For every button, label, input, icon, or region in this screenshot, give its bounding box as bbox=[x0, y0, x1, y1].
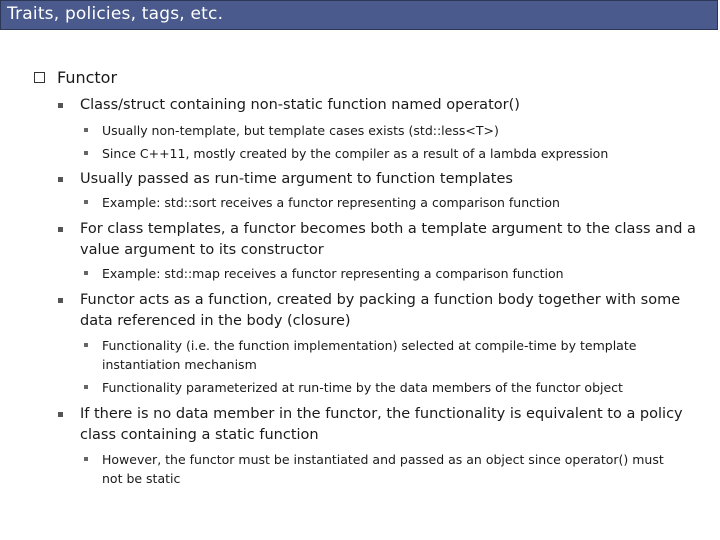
slide-title: Traits, policies, tags, etc. bbox=[7, 4, 224, 24]
sub-bullet-text: Since C++11, mostly created by the compiler as a result of a lambda expression bbox=[102, 146, 609, 161]
bullet-text: Class/struct containing non-static function named operator() bbox=[80, 97, 520, 113]
square-bullet-icon bbox=[84, 457, 88, 461]
square-bullet-icon bbox=[84, 385, 88, 389]
sub-bullet-text: However, the functor must be instantiated and passed as an object since operator() must not be static bbox=[102, 452, 664, 486]
sub-bullet-text: Functionality parameterized at run-time by the data members of the functor object bbox=[102, 380, 623, 395]
square-bullet-icon bbox=[84, 343, 88, 347]
sub-bullet-text: Example: std::sort receives a functor representing a comparison function bbox=[102, 195, 560, 210]
sub-bullet-text: Example: std::map receives a functor representing a comparison function bbox=[102, 266, 564, 281]
square-bullet-icon bbox=[84, 151, 88, 155]
square-bullet-icon bbox=[84, 200, 88, 204]
bullet-text: Functor acts as a function, created by packing a function body together with some data referenced in the body (closure) bbox=[80, 292, 681, 329]
title-bar bbox=[0, 0, 718, 30]
square-bullet-icon bbox=[58, 227, 63, 232]
square-bullet-icon bbox=[84, 128, 88, 132]
heading-functor bbox=[34, 68, 117, 87]
sub-bullet-text: Functionality (i.e. the function implementation) selected at compile-time by template instantiation mechanism bbox=[102, 338, 637, 372]
square-bullet-icon bbox=[58, 103, 63, 108]
square-bullet-icon bbox=[58, 412, 63, 417]
square-bullet-icon bbox=[58, 177, 63, 182]
square-bullet-icon bbox=[84, 271, 88, 275]
square-bullet-icon bbox=[58, 298, 63, 303]
sub-bullet-text: Usually non-template, but template cases exists (std::less<T>) bbox=[102, 123, 499, 138]
bullet-text: If there is no data member in the functor, the functionality is equivalent to a policy class containing a static function bbox=[80, 406, 683, 443]
square-bullet-icon bbox=[34, 72, 45, 83]
bullet-text: For class templates, a functor becomes both a template argument to the class and a value argument to its constructor bbox=[80, 221, 696, 258]
bullet-text: Usually passed as run-time argument to function templates bbox=[80, 171, 513, 187]
heading-text: Functor bbox=[57, 68, 118, 87]
